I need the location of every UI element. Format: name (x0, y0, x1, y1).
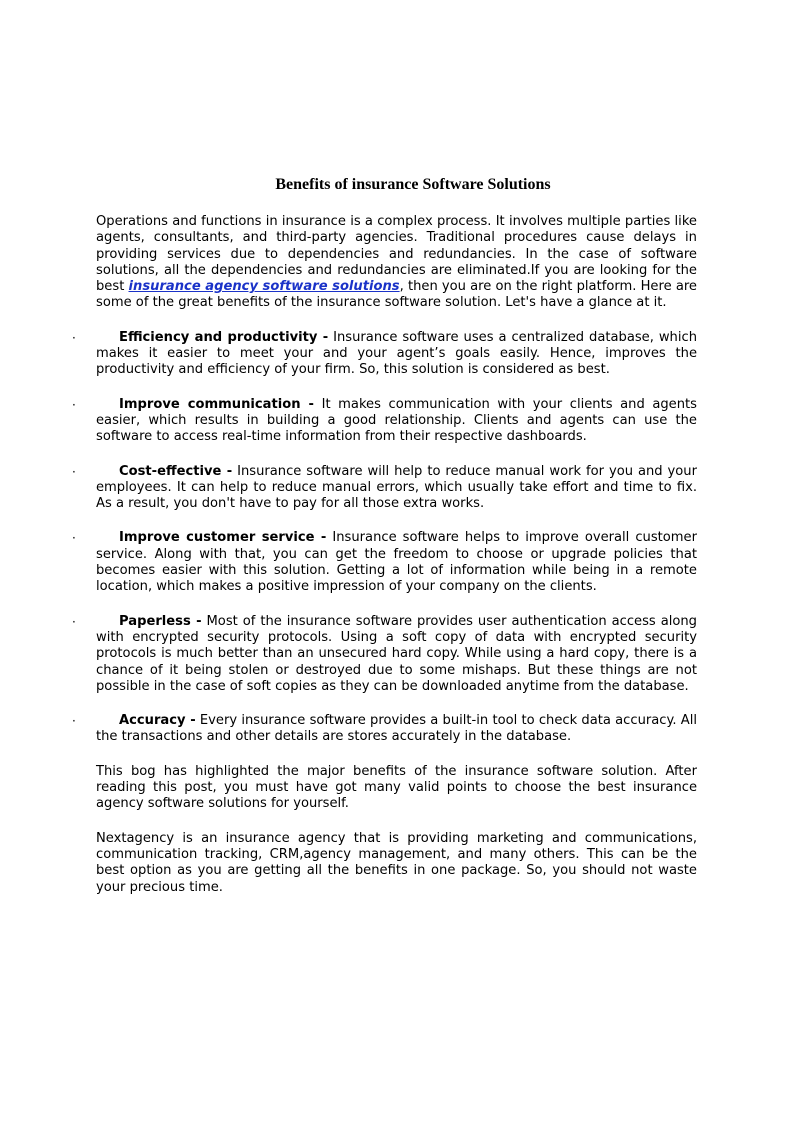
page-title: Benefits of insurance Software Solutions (275, 176, 551, 193)
benefit-item-accuracy (72, 713, 697, 746)
benefit-text: Insurance software helps to improve overall customer service. Along with that, you can get the freedom to choose or upgrade policies that becomes easier with this solution. Getting a lot of information while being in a remote location, which makes a positive impression of your company on the clients. (96, 530, 698, 595)
bullet-icon: · (72, 397, 76, 412)
benefit-heading: Paperless - (119, 613, 202, 629)
benefit-text: Insurance software will help to reduce manual work for you and your employees. It can help to reduce manual errors, which usually take effort and time to fix. As a result, you don't have to pay for all those extra works. (96, 463, 697, 512)
benefit-item-paperless (72, 613, 697, 695)
benefit-item-customer-service (72, 530, 698, 595)
insurance-software-link[interactable]: insurance agency software solutions (128, 279, 400, 295)
intro-paragraph (96, 214, 697, 312)
benefit-text: It makes communication with your clients and agents easier, which results in building a good relationship. Clients and agents can use the software to access real-time information from their respective dashboards. (96, 396, 697, 445)
bullet-icon: · (72, 464, 76, 479)
benefit-heading: Efficiency and productivity - (119, 329, 329, 345)
bullet-icon: · (72, 531, 76, 546)
bullet-icon: · (72, 714, 76, 729)
company-paragraph: Nextagency is an insurance agency that is providing marketing and communications, communication tracking, CRM,agency management, and many others. This can be the best option as you are getting all the benefits in one package. So, you should not waste your precious time. (96, 830, 697, 895)
benefit-heading: Cost-effective - (119, 463, 233, 479)
document-body (72, 214, 698, 914)
bullet-icon: · (72, 614, 76, 629)
benefit-item-cost-effective (72, 463, 697, 513)
benefit-item-communication (72, 396, 697, 446)
benefit-heading: Accuracy - (119, 713, 196, 729)
benefit-text: Most of the insurance software provides user authentication access along with encrypted security protocols. Using a soft copy of data with encrypted security protocols is much better than an unsecured hard copy. While using a hard copy, there is a chance of it being stolen or destroyed due to some mishaps. But these things are not possible in the case of soft copies as they can be downloaded anytime from the database. (96, 613, 697, 694)
benefit-text: Insurance software uses a centralized database, which makes it easier to meet your and your agent’s goals easily. Hence, improves the productivity and efficiency of your firm. So, this solution is considered as best. (96, 329, 697, 378)
benefit-heading: Improve customer service - (119, 530, 327, 546)
benefit-text: Every insurance software provides a built-in tool to check data accuracy. All the transactions and other details are stores accurately in the database. (96, 713, 697, 745)
intro-text-after-link: , then you are on the right platform. Here are some of the great benefits of the insurance software solution. Let's have a glance at it. (96, 279, 697, 311)
conclusion-paragraph: This bog has highlighted the major benefits of the insurance software solution. After reading this post, you must have got many valid points to choose the best insurance agency software solutions for yourself. (96, 763, 697, 812)
intro-text-before-link: Operations and functions in insurance is a complex process. It involves multiple parties like agents, consultants, and third-party agencies. Traditional procedures cause delays in providing services due to dependencies and redundancies. In the case of software solutions, all the dependencies and redundancies are eliminated.If you are looking for the best (96, 214, 697, 295)
benefit-item-efficiency (72, 329, 697, 379)
bullet-icon: · (72, 330, 76, 345)
benefit-heading: Improve communication - (119, 396, 314, 412)
